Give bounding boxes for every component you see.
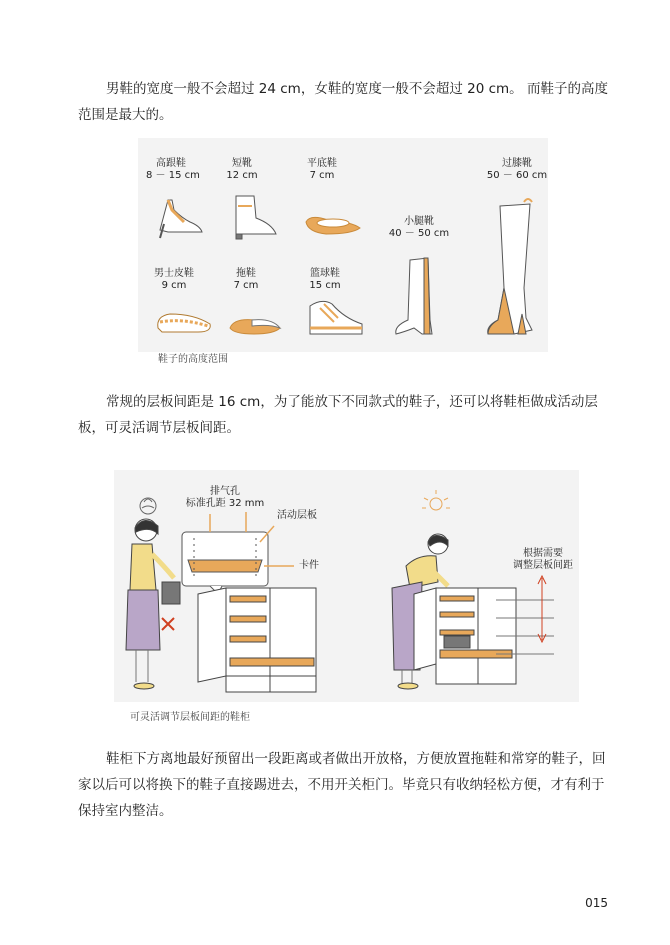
page-number: 015 [585,896,608,910]
paragraph-shoe-width: 男鞋的宽度一般不会超过 24 cm，女鞋的宽度一般不会超过 20 cm。 而鞋子的高度范围是最大的。 [78,81,608,123]
calf-boot-illustration [396,258,432,334]
mens-leather-shoe-illustration [158,314,211,332]
label-ankle-boots: 短靴 12 cm [226,158,258,181]
label-clip: 卡件 [299,560,319,571]
label-basketball-shoes: 篮球鞋 15 cm [309,268,341,291]
left-cabinet-illustration [198,588,316,692]
figure2-caption: 可灵活调节层板间距的鞋柜 [130,712,250,723]
right-cabinet-illustration [414,576,554,684]
zoom-detail-box [182,512,294,594]
slipper-illustration [230,320,280,334]
adjustable-cabinet-figure [114,470,579,723]
paragraph-open-cabinet: 鞋柜下方离地最好预留出一段距离或者做出开放格，方便放置拖鞋和常穿的鞋子，回家以后可以将换下的鞋子直接踢进去，不用开关柜门。毕竟只有收纳轻松方便，才有利于保持室内整洁。 [78,751,606,819]
left-person-illustration [126,498,180,689]
label-slippers: 拖鞋 7 cm [233,268,259,291]
label-calf-boots: 小腿靴 40 － 50 cm [388,216,450,239]
basketball-shoe-illustration [310,301,362,334]
label-mens-leather-shoes: 男士皮鞋 9 cm [154,268,194,291]
shoe-height-figure [138,138,548,365]
thigh-boot-illustration [488,199,532,334]
shoe-illustrations [138,138,548,352]
flat-shoe-illustration [306,217,360,234]
paragraph-shelf-spacing: 常规的层板间距是 16 cm，为了能放下不同款式的鞋子，还可以将鞋柜做成活动层板，可灵活调节层板间距。 [78,394,598,436]
label-vent-holes: 排气孔 标准孔距 32 mm [185,486,265,509]
high-heel-illustration [160,200,202,238]
label-thigh-boots: 过膝靴 50 － 60 cm [486,158,548,181]
label-flats: 平底鞋 7 cm [307,158,337,181]
label-high-heels: 高跟鞋 8 － 15 cm [146,158,200,181]
ankle-boot-illustration [236,196,276,239]
figure1-caption: 鞋子的高度范围 [158,354,228,365]
label-adjust-spacing: 根据需要 调整层板间距 [513,548,573,571]
label-adjustable-shelf: 活动层板 [277,510,317,521]
